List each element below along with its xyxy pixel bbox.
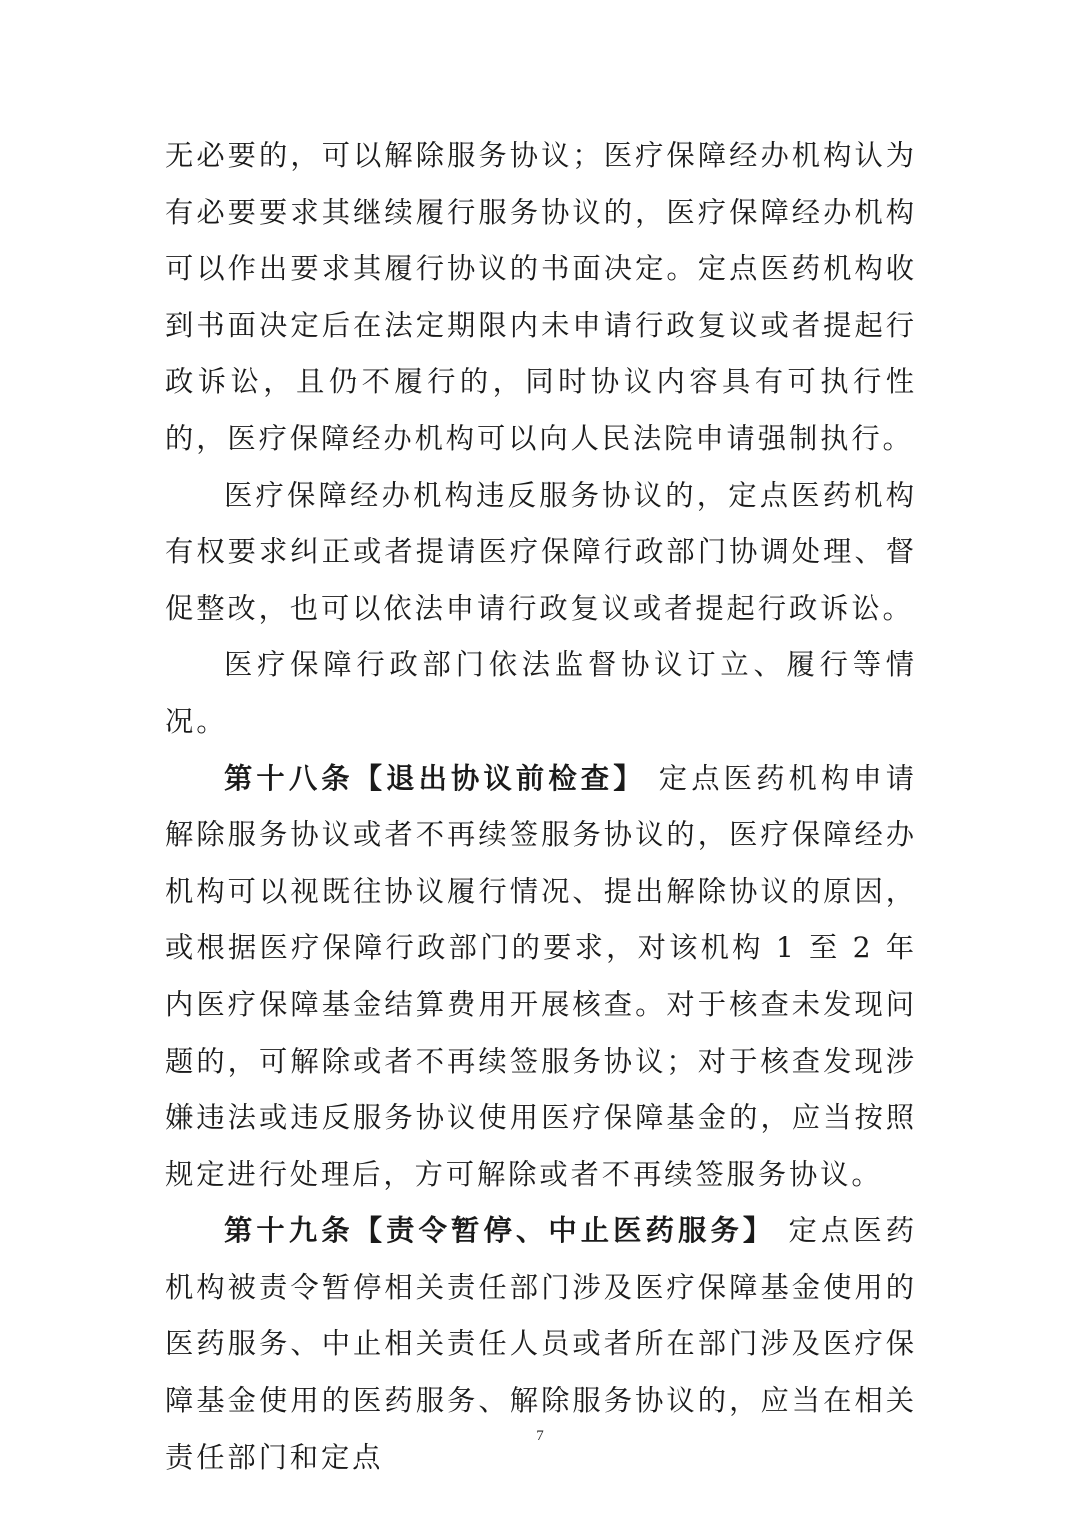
page-number: 7 [536,1428,544,1444]
article-heading: 第十八条【退出协议前检查】 [224,761,646,795]
article-heading: 第十九条【责令暂停、中止医药服务】 [224,1214,776,1248]
paragraph-text: 医疗保障经办机构违反服务协议的，定点医药机构有权要求纠正或者提请医疗保障行政部门协调处理、督促整改，也可以依法申请行政复议或者提起行政诉讼。 [165,478,917,625]
paragraph-text: 医疗保障行政部门依法监督协议订立、履行等情况。 [165,648,917,738]
article-text: 定点医药机构申请解除服务协议或者不再续签服务协议的，医疗保障经办机构可以视既往协议履行情况、提出解除协议的原因，或根据医疗保障行政部门的要求，对该机构 1 至 2 年内医疗保障基金结算费用开展核查。对于核查未发现问题的，可解除或者不再续签服务协议；对于核查发现涉嫌违法或违反服务协议使用医疗保障基金的，应当按照规定进行处理后，方可解除或者不再续签服务协议。 [165,761,918,1191]
document-body [165,128,917,1486]
paragraph-continuation [165,128,917,468]
paragraph-agency-violation [165,468,917,638]
paragraph-text: 无必要的，可以解除服务协议；医疗保障经办机构认为有必要要求其继续履行服务协议的，医疗保障经办机构可以作出要求其履行协议的书面决定。定点医药机构收到书面决定后在法定期限内未申请行政复议或者提起行政诉讼，且仍不履行的，同时协议内容具有可执行性的，医疗保障经办机构可以向人民法院申请强制执行。 [165,139,917,455]
article-18 [165,751,917,1204]
paragraph-supervision [165,637,917,750]
article-text: 定点医药机构被责令暂停相关责任部门涉及医疗保障基金使用的医药服务、中止相关责任人员或者所在部门涉及医疗保障基金使用的医药服务、解除服务协议的，应当在相关责任部门和定点 [165,1214,917,1474]
